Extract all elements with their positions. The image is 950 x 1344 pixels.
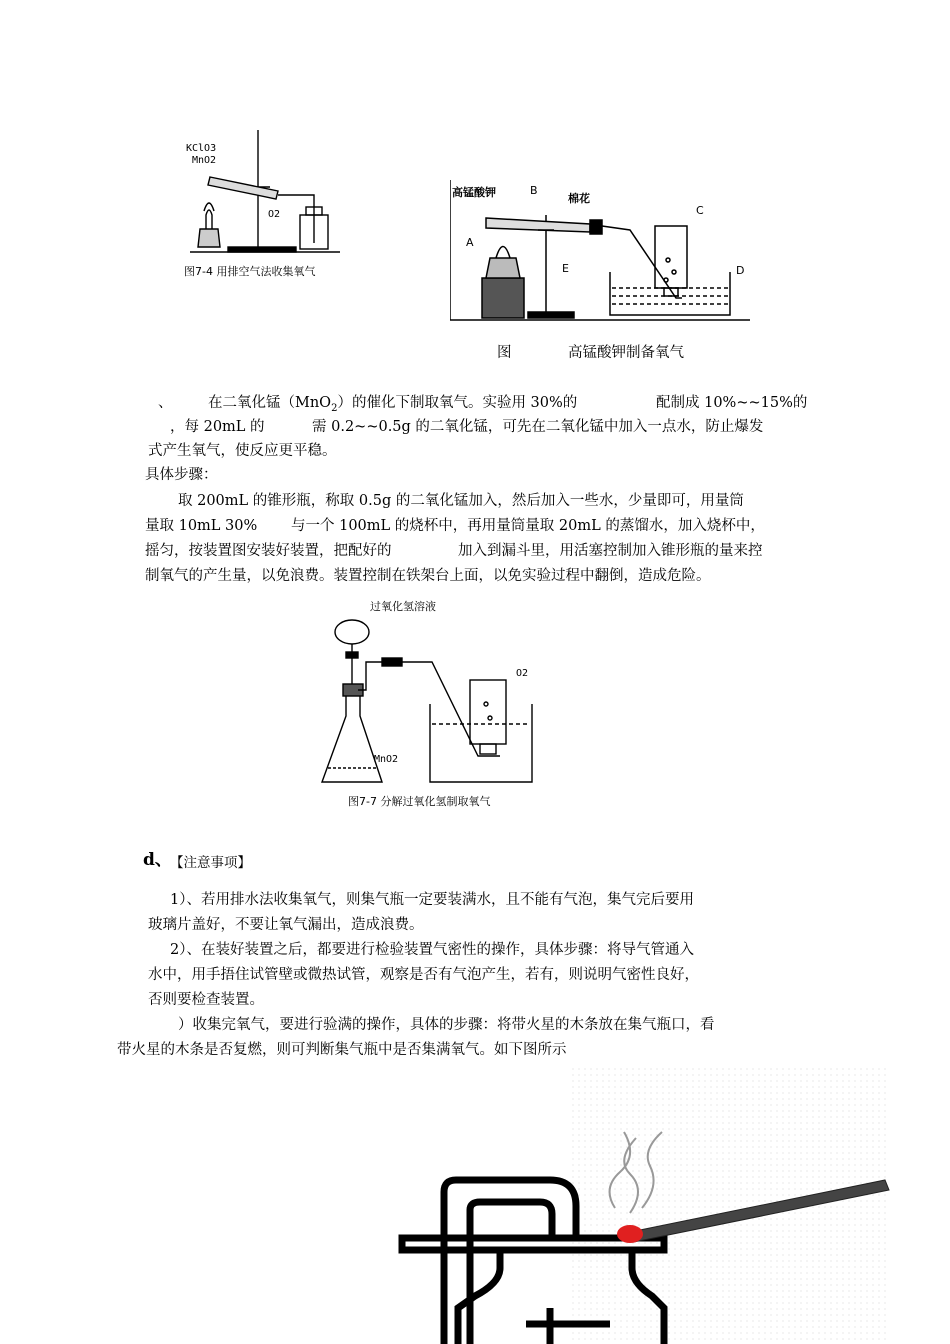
step-line3-b: 加入到漏斗里，用活塞控制加入锥形瓶的量来控 [458, 543, 763, 559]
fig2-label-b: B [530, 184, 538, 197]
fig2-label-kmno4: 高锰酸钾 [452, 186, 496, 199]
section-d-heading: 【注意事项】 [170, 855, 251, 871]
note2-line2: 水中，用手捂住试管壁或微热试管，观察是否有气泡产生，若有，则说明气密性良好， [148, 967, 699, 983]
fig2-caption-prefix: 图 [497, 345, 512, 361]
section-c-line3: 式产生氧气，使反应更平稳。 [148, 443, 337, 459]
figure-glowing-splint-test [380, 1068, 890, 1344]
fig3-label-o2: O2 [516, 668, 529, 679]
step-line1: 取 200mL 的锥形瓶，称取 0.5g 的二氧化锰加入，然后加入一些水，少量即可，用量筒 [178, 493, 744, 509]
step-line3-a: 摇匀，按装置图安装好装置，把配好的 [145, 543, 392, 559]
fig3-caption: 图7-7 分解过氧化氢制取氧气 [348, 795, 491, 808]
fig1-caption: 图7-4 用排空气法收集氧气 [184, 265, 316, 278]
section-d-prefix: d、 [143, 850, 172, 870]
step-line4: 制氧气的产生量，以免浪费。装置控制在铁架台上面，以免实验过程中翻倒，造成危险。 [145, 568, 711, 584]
step-line2-a: 量取 10mL 30% [145, 518, 258, 534]
fig2-caption: 高锰酸钾制备氧气 [568, 345, 684, 361]
fig1-label-mno2: MnO2 [192, 155, 217, 166]
fig2-label-e: E [562, 262, 569, 275]
note2-line1: 2）、在装好装置之后，都要进行检验装置气密性的操作，具体步骤：将导气管通入 [170, 942, 694, 958]
fig1-label-kclo3: KClO3 [186, 143, 217, 154]
note1-line1: 1）、若用排水法收集氧气，则集气瓶一定要装满水，且不能有气泡，集气完后要用 [170, 892, 694, 908]
figure-kclo3-apparatus [180, 125, 350, 285]
fig1-label-o2: O2 [268, 209, 281, 220]
steps-heading: 具体步骤： [145, 467, 218, 483]
section-c-line2-b: 需 0.2~~0.5g 的二氧化锰，可先在二氧化锰中加入一点水，防止爆发 [312, 419, 764, 435]
section-c-marker: 、 [158, 395, 173, 411]
fig2-label-cotton: 棉花 [568, 192, 590, 205]
section-c-line2-a: ，每 20mL 的 [170, 419, 265, 435]
fig2-label-c: C [696, 204, 704, 217]
fig3-label-mno2: MnO2 [374, 754, 399, 765]
fig3-label-h2o2: 过氧化氢溶液 [370, 600, 436, 613]
note1-line2: 玻璃片盖好，不要让氧气漏出，造成浪费。 [148, 917, 424, 933]
fig2-label-d: D [736, 264, 745, 277]
note3-line2: 带火星的木条是否复燃，则可判断集气瓶中是否集满氧气。如下图所示 [117, 1042, 567, 1058]
section-c-line1-b: 在二氧化锰（MnO$_2$）的催化下制取氧气。实验用 30%的 [208, 395, 578, 414]
fig2-label-a: A [466, 236, 474, 249]
note2-line3: 否则要检查装置。 [148, 992, 264, 1008]
section-c-line1-d: 配制成 10%~~15%的 [656, 395, 808, 411]
step-line2-b: 与一个 100mL 的烧杯中，再用量筒量取 20mL 的蒸馏水，加入烧杯中， [291, 518, 765, 534]
figure-h2o2-apparatus [310, 596, 560, 811]
note3-line1: ）收集完氧气，要进行验满的操作，具体的步骤：将带火星的木条放在集气瓶口，看 [178, 1017, 715, 1033]
figure-kmno4-apparatus [450, 180, 760, 325]
